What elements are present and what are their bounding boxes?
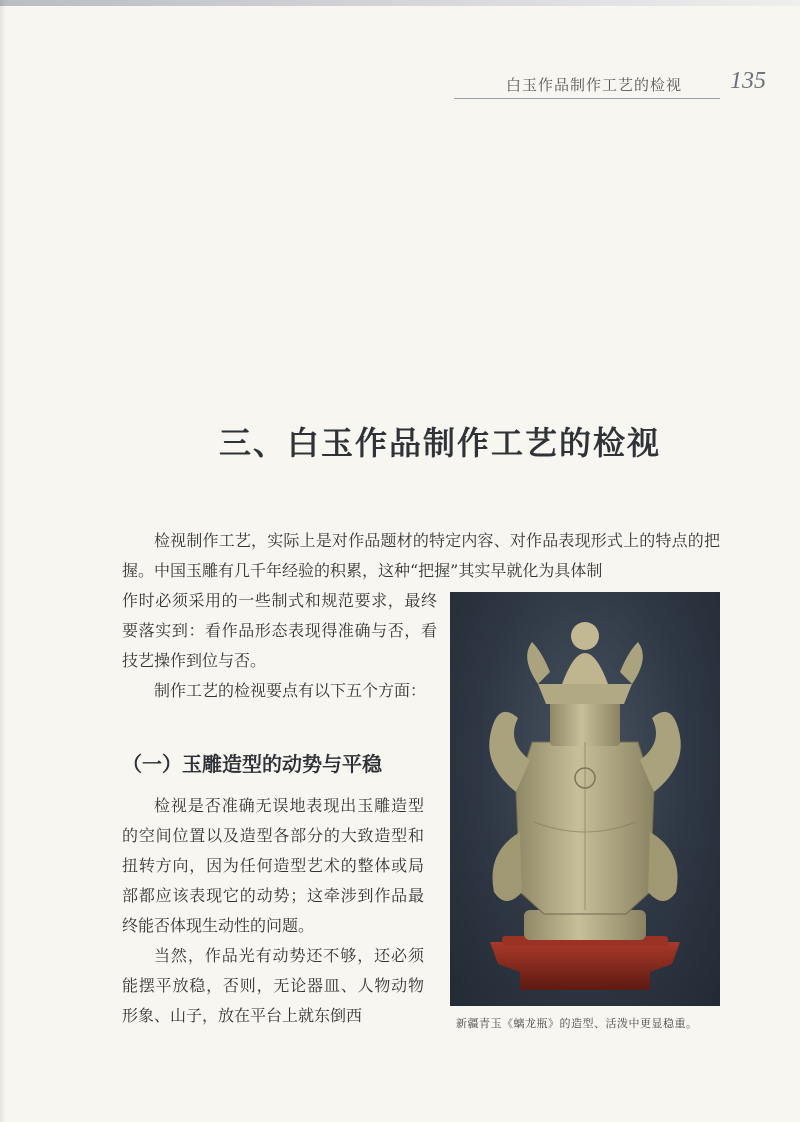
figure-caption: 新疆青玉《螭龙瓶》的造型、活泼中更显稳重。 — [456, 1017, 698, 1030]
paragraph-five-points: 制作工艺的检视要点有以下五个方面： — [154, 681, 427, 700]
wooden-stand — [490, 942, 680, 990]
page-top-edge — [0, 0, 800, 6]
page-number: 135 — [730, 68, 766, 94]
paragraph-intro: 检视制作工艺，实际上是对作品题材的特定内容、对作品表现形式上的特点的把握。中国玉雕有几千年经验的积累，这种“把握”其实早就化为具体制 — [122, 531, 720, 580]
page-gutter-shadow — [0, 0, 6, 1122]
paragraph-stability: 当然，作品光有动势还不够，还必须能摆平放稳，否则，无论器皿、人物动物形象、山子，放在平台上就东倒西 — [122, 946, 424, 1025]
jade-vase-illustration — [450, 592, 720, 1006]
chapter-title: 三、白玉作品制作工艺的检视 — [218, 424, 661, 462]
running-head — [454, 70, 720, 99]
jade-vase-photo — [450, 592, 720, 1006]
paragraph-intro-continued: 作时必须采用的一些制式和规范要求，最终要落实到：看作品形态表现得准确与否，看技艺操作到位与否。 — [122, 591, 437, 670]
paragraph-dynamics: 检视是否准确无误地表现出玉雕造型的空间位置以及造型各部分的大致造型和扭转方向，因为任何造型艺术的整体或局部都应该表现它的动势；这牵涉到作品最终能否体现生动性的问题。 — [122, 796, 424, 935]
section-heading: （一）玉雕造型的动势与平稳 — [122, 752, 382, 776]
vase-lid — [538, 684, 632, 704]
running-head-title: 白玉作品制作工艺的检视 — [505, 76, 682, 94]
